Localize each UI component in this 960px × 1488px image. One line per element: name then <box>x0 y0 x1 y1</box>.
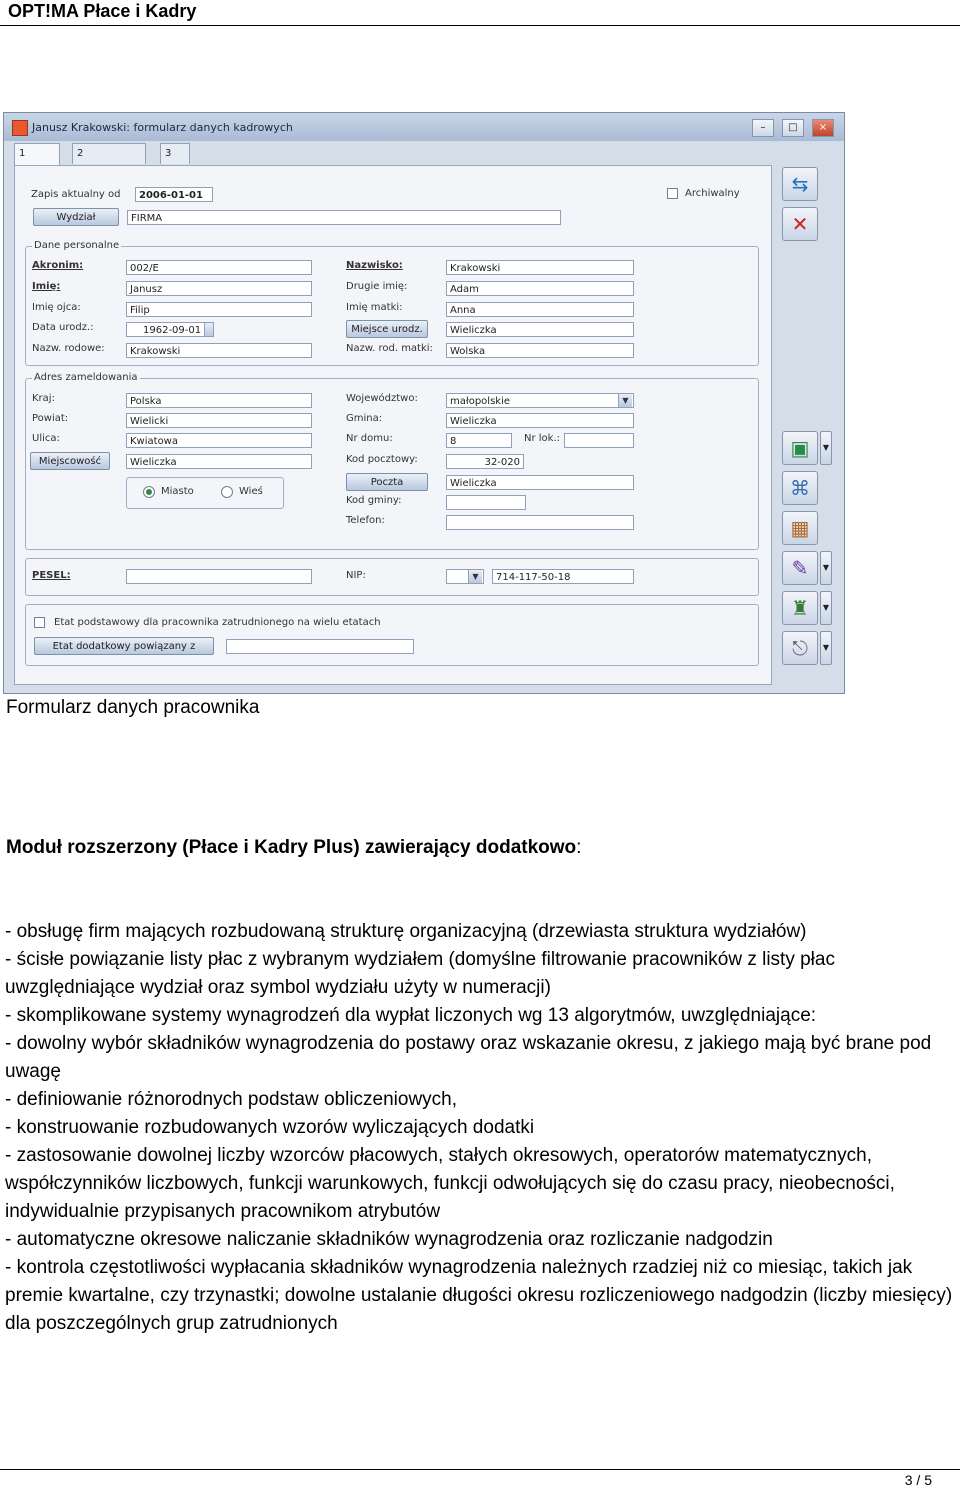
wydzial-button[interactable]: Wydział <box>33 208 119 226</box>
link-icon[interactable]: ⌘ <box>782 471 818 505</box>
kod-pocztowy-field[interactable]: 32-020 <box>446 454 524 469</box>
wojewodztwo-value: małopolskie <box>450 396 511 407</box>
chevron-down-icon[interactable]: ▼ <box>820 631 832 665</box>
miejsce-urodz-button[interactable]: Miejsce urodz. <box>346 320 428 338</box>
tab-etat[interactable]: 3 <box>160 143 190 164</box>
table-icon[interactable]: ▦ <box>782 511 818 545</box>
chevron-down-icon[interactable]: ▼ <box>820 591 832 625</box>
chevron-down-icon[interactable]: ▼ <box>820 551 832 585</box>
nazw-rod-matki-field[interactable]: Wolska <box>446 343 634 358</box>
archiwalny-label: Archiwalny <box>685 188 740 199</box>
list-item: - skomplikowane systemy wynagrodzeń dla wypłat liczonych wg 13 algorytmów, uwzględniające: <box>5 1005 817 1026</box>
kod-gminy-label: Kod gminy: <box>346 495 402 506</box>
etat-group <box>25 604 759 666</box>
window-titlebar <box>4 113 844 141</box>
akronim-label: Akronim: <box>32 260 84 271</box>
nr-lok-label: Nr lok.: <box>524 433 561 444</box>
ulica-field[interactable]: Kwiatowa <box>126 433 312 448</box>
feature-list <box>5 918 957 1338</box>
list-item: - obsługę firm mających rozbudowaną strukturę organizacyjną (drzewiasta struktura wydziałów) <box>5 921 807 942</box>
section-heading <box>6 836 581 860</box>
nr-lok-field[interactable] <box>564 433 634 448</box>
list-item: - definiowanie różnorodnych podstaw obliczeniowych, <box>5 1089 458 1110</box>
akronim-field[interactable]: 002/E <box>126 260 312 275</box>
document-header-title: OPT!MA Płace i Kadry <box>8 1 197 21</box>
wydzial-field[interactable]: FIRMA <box>127 210 561 225</box>
etat-dodatkowy-button[interactable]: Etat dodatkowy powiązany z <box>34 637 214 655</box>
pesel-label: PESEL: <box>32 570 71 581</box>
tools-icon[interactable]: ✎ <box>782 551 818 585</box>
date-spinner-icon[interactable] <box>204 322 214 337</box>
zapis-date-field[interactable]: 2006-01-01 <box>135 187 213 202</box>
kod-pocztowy-label: Kod pocztowy: <box>346 454 418 465</box>
poczta-field[interactable]: Wieliczka <box>446 475 634 490</box>
etat-podstawowy-label: Etat podstawowy dla pracownika zatrudnionego na wielu etatach <box>54 617 381 628</box>
miasto-label: Miasto <box>161 486 194 497</box>
imie-ojca-field[interactable]: Filip <box>126 302 312 317</box>
page-number: 3 / 5 <box>904 1472 932 1488</box>
etat-dodatkowy-field[interactable] <box>226 639 414 654</box>
kraj-label: Kraj: <box>32 393 55 404</box>
list-item: - konstruowanie rozbudowanych wzorów wyliczających dodatki <box>5 1117 535 1138</box>
imie-matki-label: Imię matki: <box>346 302 403 313</box>
close-icon[interactable]: × <box>812 119 834 137</box>
section-heading-tail: : <box>576 837 582 858</box>
lokalizacja-radio-group <box>126 477 284 509</box>
section-heading-bold: Moduł rozszerzony (Płace i Kadry Plus) zawierający dodatkowo <box>6 837 577 858</box>
employee-form-window <box>3 112 845 694</box>
nazw-rodowe-label: Nazw. rodowe: <box>32 343 105 354</box>
nazw-rodowe-field[interactable]: Krakowski <box>126 343 312 358</box>
app-icon <box>12 120 28 136</box>
nip-label: NIP: <box>346 570 366 581</box>
etat-podstawowy-checkbox[interactable] <box>34 617 45 628</box>
wojewodztwo-label: Województwo: <box>346 393 418 404</box>
people-icon[interactable]: ♜ <box>782 591 818 625</box>
list-item: - zastosowanie dowolnej liczby wzorców płacowych, stałych okresowych, operatorów matematycznych, współczynników liczbowych, funkcji warunkowych, funkcji odwołujących się do czasu pracy, nieobecności, indywidualnie przypisanych pracownikom atrybutów <box>5 1145 895 1222</box>
drugie-imie-field[interactable]: Adam <box>446 281 634 296</box>
miejsce-urodz-field[interactable]: Wieliczka <box>446 322 634 337</box>
exit-icon[interactable]: ⎋ <box>782 631 818 665</box>
miejscowosc-field[interactable]: Wieliczka <box>126 454 312 469</box>
wies-label: Wieś <box>239 486 263 497</box>
imie-ojca-label: Imię ojca: <box>32 302 81 313</box>
nazwisko-label: Nazwisko: <box>346 260 403 271</box>
list-item: - dowolny wybór składników wynagrodzenia do postawy oraz wskazanie okresu, z jakiego mają być brane pod uwagę <box>5 1033 932 1082</box>
poczta-button[interactable]: Poczta <box>346 473 428 491</box>
nip-field[interactable]: 714-117-50-18 <box>492 569 634 584</box>
nip-prefix-select[interactable] <box>446 569 484 584</box>
telefon-label: Telefon: <box>346 515 385 526</box>
list-item: - ścisłe powiązanie listy płac z wybranym wydziałem (domyślne filtrowanie pracowników z listy płac uwzględniające wydział oraz symbol wydziału użyty w numeracji) <box>5 949 835 998</box>
header-divider <box>0 25 960 26</box>
powiat-field[interactable]: Wielicki <box>126 413 312 428</box>
tab-ogolne[interactable]: 1 <box>14 143 60 166</box>
imie-field[interactable]: Janusz <box>126 281 312 296</box>
cancel-icon[interactable]: ✕ <box>782 207 818 241</box>
imie-matki-field[interactable]: Anna <box>446 302 634 317</box>
telefon-field[interactable] <box>446 515 634 530</box>
document-icon[interactable]: ▣ <box>782 431 818 465</box>
nazw-rod-matki-label: Nazw. rod. matki: <box>346 343 433 354</box>
minimize-icon[interactable]: – <box>752 119 774 137</box>
nazwisko-field[interactable]: Krakowski <box>446 260 634 275</box>
form-panel <box>14 165 772 685</box>
pesel-field[interactable] <box>126 569 312 584</box>
chevron-down-icon[interactable]: ▼ <box>468 570 482 583</box>
imie-label: Imię: <box>32 281 61 292</box>
kraj-field[interactable]: Polska <box>126 393 312 408</box>
ulica-label: Ulica: <box>32 433 60 444</box>
data-urodz-field[interactable]: 1962-09-01 <box>126 322 214 337</box>
list-item: - kontrola częstotliwości wypłacania składników wynagrodzenia należnych rzadziej niż co miesiąc, takich jak premie kwartalne, czy trzynastki; dowolne ustalanie długości okresu rozliczeniowego nadgodzin (liczby miesięcy) dla poszczególnych grup zatrudnionych <box>5 1257 953 1334</box>
list-item: - automatyczne okresowe naliczanie składników wynagrodzenia oraz rozliczanie nadgodzin <box>5 1229 773 1250</box>
figure-caption: Formularz danych pracownika <box>6 697 260 718</box>
nr-domu-field[interactable]: 8 <box>446 433 512 448</box>
chevron-down-icon[interactable]: ▼ <box>820 431 832 465</box>
dane-personalne-title: Dane personalne <box>34 240 120 251</box>
wies-radio[interactable] <box>221 486 233 498</box>
kod-gminy-field[interactable] <box>446 495 526 510</box>
gmina-field[interactable]: Wieliczka <box>446 413 634 428</box>
data-urodz-label: Data urodz.: <box>32 322 94 333</box>
miejscowosc-button[interactable]: Miejscowość <box>30 452 110 470</box>
adres-group <box>25 372 759 550</box>
archiwalny-checkbox[interactable] <box>667 188 678 199</box>
drugie-imie-label: Drugie imię: <box>346 281 408 292</box>
adres-title: Adres zameldowania <box>34 372 138 383</box>
footer-divider <box>0 1469 960 1470</box>
save-icon[interactable]: ⇆ <box>782 167 818 201</box>
gmina-label: Gmina: <box>346 413 383 424</box>
powiat-label: Powiat: <box>32 413 69 424</box>
chevron-down-icon[interactable]: ▼ <box>618 394 632 407</box>
window-title: Janusz Krakowski: formularz danych kadrowych <box>32 121 293 134</box>
identyfikatory-group <box>25 558 759 596</box>
tab-szczegolowe[interactable]: 2 <box>72 143 146 164</box>
nr-domu-label: Nr domu: <box>346 433 393 444</box>
maximize-icon[interactable]: □ <box>782 119 804 137</box>
zapis-label: Zapis aktualny od <box>31 189 121 200</box>
dane-personalne-group <box>25 240 759 366</box>
miasto-radio[interactable] <box>143 486 155 498</box>
wojewodztwo-select[interactable] <box>446 393 634 408</box>
